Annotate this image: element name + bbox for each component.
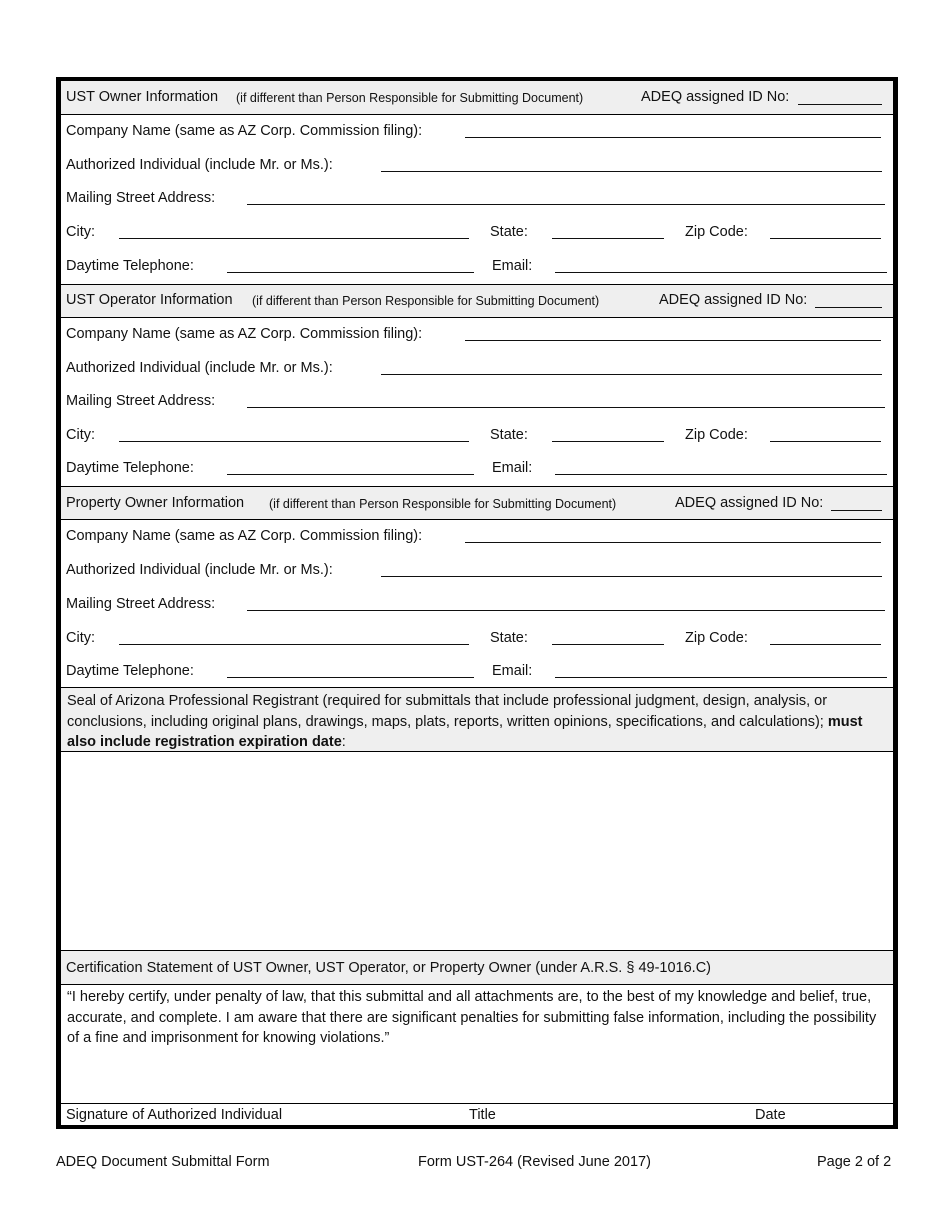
operator-company-field[interactable] [465,340,881,341]
owner-section-header [61,81,893,115]
operator-company-label: Company Name (same as AZ Corp. Commission filing): [66,326,423,342]
operator-city-field[interactable] [119,441,469,442]
operator-street-label: Mailing Street Address: [66,393,216,409]
certification-header-row [61,950,893,985]
certification-body [61,985,893,1103]
owner-city-label: City: [66,224,95,240]
owner-authorized-field[interactable] [381,171,882,172]
owner-phone-label: Daytime Telephone: [66,258,194,274]
seal-expiration-note: must also include registration expiration date [67,713,863,750]
operator-section-header [61,284,893,318]
owner-authorized-label: Authorized Individual (include Mr. or Ms.): [66,157,333,173]
owner-phone-field[interactable] [227,272,474,273]
operator-header-note: (if different than Person Responsible for Submitting Document) [252,294,600,308]
property-city-field[interactable] [119,644,469,645]
property-id-field[interactable] [831,510,882,511]
seal-section-header [61,687,893,752]
property-state-field[interactable] [552,644,664,645]
operator-fields [61,318,893,488]
owner-street-label: Mailing Street Address: [66,190,216,206]
owner-header-title: UST Owner Information [66,89,219,105]
owner-zip-label: Zip Code: [685,224,748,240]
operator-phone-label: Daytime Telephone: [66,460,194,476]
seal-area[interactable] [61,752,893,950]
footer-page-number: Page 2 of 2 [817,1154,892,1170]
date-label: Date [755,1107,786,1123]
owner-header-id-label: ADEQ assigned ID No: [641,89,790,105]
property-street-label: Mailing Street Address: [66,596,216,612]
signature-row [61,1103,893,1125]
seal-text: Seal of Arizona Professional Registrant (required for submittals that include professional judgment, design, analysis, or conclusions, including original plans, drawings, maps, plats, reports, written opinions, specifications, and calculations); [67,693,828,730]
owner-company-label: Company Name (same as AZ Corp. Commission filing): [66,123,423,139]
operator-id-field[interactable] [815,307,882,308]
owner-email-label: Email: [492,258,533,274]
property-company-label: Company Name (same as AZ Corp. Commission filing): [66,528,423,544]
property-fields [61,520,893,690]
property-phone-field[interactable] [227,677,474,678]
property-authorized-field[interactable] [381,576,882,577]
owner-id-field[interactable] [798,104,882,105]
property-section-header [61,486,893,520]
property-zip-label: Zip Code: [685,630,748,646]
seal-suffix: : [341,734,346,750]
property-city-label: City: [66,630,95,646]
property-phone-label: Daytime Telephone: [66,663,194,679]
operator-header-title: UST Operator Information [66,292,233,308]
operator-zip-label: Zip Code: [685,427,748,443]
owner-company-field[interactable] [465,137,881,138]
operator-email-field[interactable] [555,474,887,475]
owner-email-field[interactable] [555,272,887,273]
operator-zip-field[interactable] [770,441,881,442]
operator-phone-field[interactable] [227,474,474,475]
property-email-label: Email: [492,663,533,679]
owner-zip-field[interactable] [770,238,881,239]
operator-header-id-label: ADEQ assigned ID No: [659,292,808,308]
title-label: Title [469,1107,496,1123]
property-street-field[interactable] [247,610,885,611]
owner-header-note: (if different than Person Responsible for Submitting Document) [236,91,584,105]
property-company-field[interactable] [465,542,881,543]
signature-label: Signature of Authorized Individual [66,1107,283,1123]
certification-header: Certification Statement of UST Owner, UST Operator, or Property Owner (under A.R.S. § 49-1016.C) [66,960,711,976]
certification-statement: “I hereby certify, under penalty of law, that this submittal and all attachments are, to the best of my knowledge and belief, true, accurate, and complete. I am aware that there are significant penalties for submitting false information, including the possibility of a fine and imprisonment for knowing violations.” [67,989,877,1046]
property-zip-field[interactable] [770,644,881,645]
operator-street-field[interactable] [247,407,885,408]
seal-instructions [67,691,889,753]
footer-form-name: ADEQ Document Submittal Form [56,1154,270,1170]
operator-email-label: Email: [492,460,533,476]
owner-state-label: State: [490,224,528,240]
owner-fields [61,116,893,286]
property-state-label: State: [490,630,528,646]
owner-state-field[interactable] [552,238,664,239]
owner-street-field[interactable] [247,204,885,205]
operator-city-label: City: [66,427,95,443]
owner-city-field[interactable] [119,238,469,239]
operator-state-label: State: [490,427,528,443]
property-email-field[interactable] [555,677,887,678]
property-authorized-label: Authorized Individual (include Mr. or Ms.): [66,562,333,578]
operator-state-field[interactable] [552,441,664,442]
property-header-title: Property Owner Information [66,495,245,511]
footer-form-number: Form UST-264 (Revised June 2017) [418,1154,651,1170]
operator-authorized-label: Authorized Individual (include Mr. or Ms.): [66,360,333,376]
property-header-id-label: ADEQ assigned ID No: [675,495,824,511]
operator-authorized-field[interactable] [381,374,882,375]
property-header-note: (if different than Person Responsible for Submitting Document) [269,497,617,511]
